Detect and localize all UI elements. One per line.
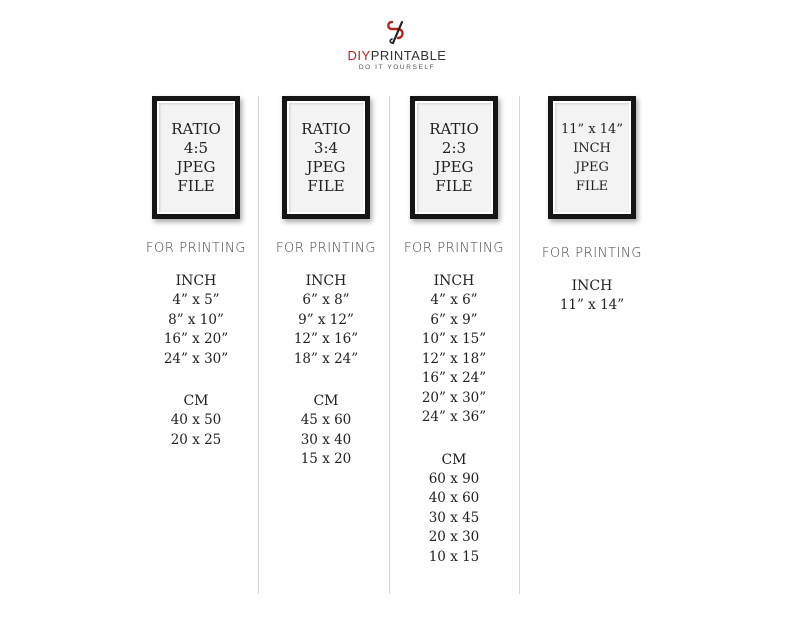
inch-size: 9” x 12” — [298, 311, 354, 328]
brand-name-rest: PRINTABLE — [370, 48, 447, 63]
ratio-column-3-4 — [261, 96, 391, 470]
cm-size: 15 x 20 — [300, 451, 352, 467]
brand-logo — [0, 18, 794, 71]
frame-line: 11” x 14” — [561, 121, 623, 137]
frame-line: INCH — [573, 140, 611, 156]
frame-line: JPEG — [176, 157, 216, 176]
brand-name-accent: DIY — [347, 48, 371, 63]
inch-size: 18” x 24” — [293, 350, 359, 367]
inch-size: 8” x 10” — [168, 311, 224, 328]
cm-heading: CM — [313, 393, 339, 409]
inch-heading: INCH — [571, 278, 613, 294]
frame-line: FILE — [575, 178, 609, 194]
inch-size: 6” x 9” — [430, 311, 478, 328]
ratio-column-2-3 — [389, 96, 519, 567]
inch-size: 12” x 18” — [421, 350, 487, 367]
inch-heading: INCH — [433, 273, 475, 289]
inch-size: 20” x 30” — [421, 389, 487, 406]
frame-line: RATIO — [301, 119, 351, 138]
inch-size: 4” x 6” — [430, 292, 478, 308]
frame-line: FILE — [307, 176, 345, 195]
inch-heading: INCH — [305, 273, 347, 289]
frame-line: 4:5 — [183, 138, 209, 157]
frame-line: RATIO — [429, 119, 479, 138]
cm-heading: CM — [441, 451, 467, 468]
cm-size: 40 x 60 — [428, 490, 480, 506]
column-divider — [519, 96, 520, 594]
inch-size: 16” x 24” — [421, 370, 487, 386]
frame-line: JPEG — [306, 157, 346, 176]
cm-size: 10 x 15 — [428, 548, 480, 565]
inch-size: 4” x 5” — [172, 292, 220, 308]
frame-line: JPEG — [575, 159, 609, 175]
cm-size: 30 x 45 — [428, 509, 480, 526]
inch-heading: INCH — [175, 273, 217, 289]
inch-size: 24” x 30” — [163, 350, 229, 367]
frame-line: FILE — [435, 176, 473, 195]
cm-heading: CM — [183, 393, 209, 409]
frame-line: 3:4 — [313, 138, 339, 157]
inch-size: 24” x 36” — [421, 409, 487, 425]
inch-size: 12” x 16” — [293, 331, 359, 347]
brand-tagline: DO IT YOURSELF — [358, 64, 436, 71]
cm-size: 30 x 40 — [300, 431, 352, 448]
frame-line: FILE — [177, 176, 215, 195]
for-printing-label: FOR PRINTING — [145, 241, 247, 256]
cm-size: 20 x 30 — [428, 529, 480, 545]
inch-size: 10” x 15” — [421, 331, 487, 347]
size-column-11x14 — [527, 96, 657, 316]
frame-label — [159, 103, 233, 212]
frame-label — [289, 103, 363, 212]
frame-line: 2:3 — [441, 138, 467, 157]
frame-label — [417, 103, 491, 212]
cm-size: 60 x 90 — [428, 470, 480, 487]
cm-size: 20 x 25 — [170, 431, 222, 448]
picture-frame — [282, 96, 370, 219]
for-printing-label: FOR PRINTING — [403, 241, 505, 256]
picture-frame — [410, 96, 498, 219]
cm-size: 40 x 50 — [170, 412, 222, 428]
frame-line: RATIO — [171, 119, 221, 138]
ratio-column-4-5 — [131, 96, 261, 450]
frame-label — [555, 103, 629, 212]
picture-frame — [152, 96, 240, 219]
for-printing-label: FOR PRINTING — [275, 241, 377, 256]
inch-size: 11” x 14” — [559, 297, 625, 313]
diy-logo-icon — [384, 18, 410, 46]
brand-name — [0, 48, 794, 63]
for-printing-label: FOR PRINTING — [541, 246, 643, 261]
cm-size: 45 x 60 — [300, 412, 352, 428]
picture-frame — [548, 96, 636, 219]
inch-size: 16” x 20” — [163, 331, 229, 347]
frame-line: JPEG — [434, 157, 474, 176]
inch-size: 6” x 8” — [302, 292, 350, 308]
